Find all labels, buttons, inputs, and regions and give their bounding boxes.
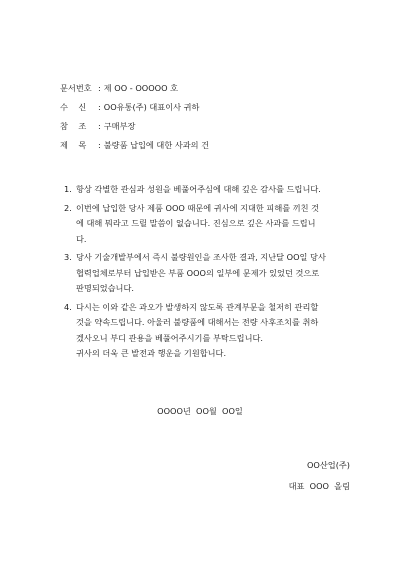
item-number: 3. — [64, 252, 72, 262]
item-line: 다시는 이와 같은 과오가 발생하지 않도록 관계부문을 철저히 관리할 — [76, 301, 319, 312]
colon: : — [98, 83, 101, 93]
letter-date: OOOO년 OO월 OO일 — [157, 406, 243, 416]
letter-body — [64, 182, 370, 362]
list-item — [64, 201, 370, 248]
item-line: 항상 각별한 관심과 성원을 베풀어주심에 대해 깊은 감사를 드립니다. — [76, 184, 321, 194]
subject-label: 제 목 — [60, 140, 87, 150]
item-number: 1. — [64, 184, 72, 194]
item-line: 협력업체로부터 납입받은 부품 OOO의 일부에 문제가 있었던 것으로 — [76, 267, 320, 278]
doc-number-label: 문서번호 — [60, 83, 92, 93]
item-line: 판명되었습니다. — [76, 283, 134, 293]
item-number: 4. — [64, 301, 72, 312]
list-item — [64, 250, 370, 297]
recipient-label: 수 신 — [60, 102, 87, 112]
closing-sentence: 귀사의 더욱 큰 발전과 행운을 기원합니다. — [76, 348, 227, 358]
list-item — [64, 182, 370, 198]
item-line: 겠사오니 부디 관용을 베풀어주시기를 부탁드립니다. — [76, 332, 264, 343]
subject-value: 불량품 납입에 대한 사과의 건 — [103, 140, 210, 150]
list-item — [64, 300, 370, 347]
item-line: 것을 약속드립니다. 아울러 불량품에 대해서는 전량 사후조치를 취하 — [76, 317, 319, 327]
reference-label: 참 조 — [60, 121, 87, 131]
item-line: 당사 기술개발부에서 즉시 불량원인을 조사한 결과, 지난달 OO일 당사 — [76, 252, 326, 262]
reference-value: 구매부장 — [103, 121, 136, 131]
recipient-value: OO유통(주) 대표이사 귀하 — [103, 102, 200, 112]
item-line: 다. — [76, 233, 87, 244]
item-line: 에 대해 뭐라고 드릴 말씀이 없습니다. 진심으로 깊은 사과를 드립니 — [76, 218, 316, 228]
doc-number-value: 제 OO - OOOOO 호 — [103, 83, 179, 93]
reference-row — [60, 121, 135, 132]
item-number: 2. — [64, 202, 72, 213]
doc-number-row — [60, 83, 178, 94]
recipient-row — [60, 102, 199, 113]
colon: : — [98, 121, 101, 131]
colon: : — [98, 140, 101, 150]
signature-representative: 대표 OOO 올림 — [288, 481, 350, 491]
subject-row — [60, 140, 209, 151]
signature-company: OO산업(주) — [306, 460, 350, 470]
item-line: 이번에 납입한 당사 제품 OOO 때문에 귀사에 지대한 피해를 끼친 것 — [76, 202, 320, 213]
colon: : — [98, 102, 101, 112]
